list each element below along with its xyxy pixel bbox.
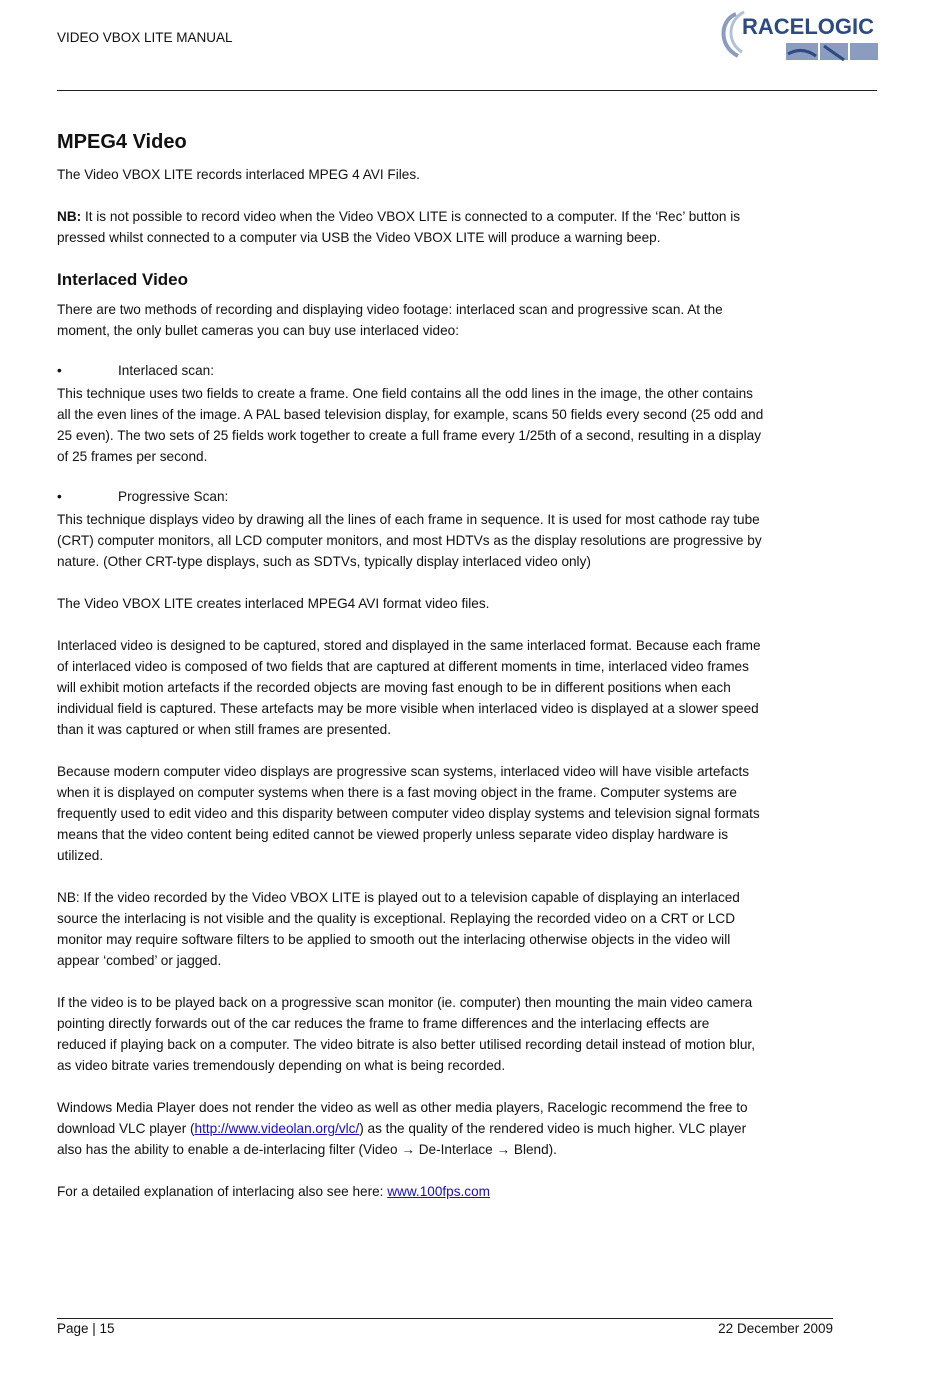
racelogic-logo	[716, 6, 880, 64]
header-rule	[57, 90, 877, 91]
heading-interlaced-video: Interlaced Video	[57, 270, 189, 289]
paragraph-vlc: Windows Media Player does not render the video as well as other media players, Racelogic recommend the free to download VLC player (http://www.videolan.org/vlc/) as the quality of the rendered video is much higher. VLC player also has the ability to enable a de-interlacing filter (Video → De-Interlace → Blend).	[57, 1100, 748, 1157]
paragraph-100fps: For a detailed explanation of interlacing also see here: www.100fps.com	[57, 1184, 490, 1199]
heading-mpeg4-video: MPEG4 Video	[57, 131, 187, 153]
footer-date: 22 December 2009	[718, 1321, 833, 1336]
paragraph: There are two methods of recording and displaying video footage: interlaced scan and progressive scan. At the moment, the only bullet cameras you can buy use interlaced video:	[57, 302, 723, 338]
paragraph: The Video VBOX LITE creates interlaced MPEG4 AVI format video files.	[57, 596, 490, 611]
paragraph: Interlaced video is designed to be captured, stored and displayed in the same interlaced format. Because each frame of interlaced video is composed of two fields that are captured at different moments in time, interlaced video frames will exhibit motion artefacts if the recorded objects are moving fast enough to be in different positions when each individual field is captured. These artefacts may be more visible when interlaced video is displayed at a slower speed than it was captured or when still frames are presented.	[57, 638, 761, 737]
paragraph: If the video is to be played back on a progressive scan monitor (ie. computer) then mounting the main video camera pointing directly forwards out of the car reduces the frame to frame differences and the interlacing effects are reduced if playing back on a computer. The video bitrate is also better utilised recording detail instead of motion blur, as video bitrate varies tremendously depending on what is being recorded.	[57, 995, 755, 1073]
paragraph: NB: If the video recorded by the Video VBOX LITE is played out to a television capable of displaying an interlaced source the interlacing is not visible and the quality is exceptional. Replaying the recorded video on a CRT or LCD monitor may require software filters to be applied to smooth out the interlacing otherwise objects in the video will appear ‘combed’ or jagged.	[57, 890, 740, 968]
bullet-progressive-scan: • Progressive Scan:	[57, 489, 229, 504]
page-number: Page | 15	[57, 1321, 115, 1336]
100fps-link[interactable]: www.100fps.com	[387, 1184, 490, 1199]
bullet-interlaced-scan: • Interlaced scan:	[57, 363, 214, 378]
intro-text: The Video VBOX LITE records interlaced MPEG 4 AVI Files.	[57, 167, 420, 182]
footer-rule	[57, 1318, 833, 1319]
nb-note: NB: It is not possible to record video when the Video VBOX LITE is connected to a computer. If the ‘Rec’ button is pressed whilst connected to a computer via USB the Video VBOX LITE will produce a warning beep.	[57, 209, 741, 245]
paragraph: This technique uses two fields to create a frame. One field contains all the odd lines in the image, the other contains all the even lines of the image. A PAL based television display, for example, scans 50 fields every second (25 odd and 25 even). The two sets of 25 fields work together to create a full frame every 1/25th of a second, resulting in a display of 25 frames per second.	[57, 386, 764, 464]
vlc-link[interactable]: http://www.videolan.org/vlc/	[194, 1121, 360, 1136]
paragraph: This technique displays video by drawing all the lines of each frame in sequence. It is used for most cathode ray tube (CRT) computer monitors, all LCD computer monitors, and most HDTVs as the display resolutions are progressive by nature. (Other CRT-type displays, such as SDTVs, typically display interlaced video only)	[57, 512, 762, 569]
header-title: VIDEO VBOX LITE MANUAL	[57, 30, 233, 45]
paragraph: Because modern computer video displays are progressive scan systems, interlaced video will have visible artefacts when it is displayed on computer systems when there is a fast moving object in the frame. Computer systems are frequently used to edit video and this disparity between computer video display systems and television signal formats means that the video content being edited cannot be viewed properly unless separate video display hardware is utilized.	[57, 764, 760, 863]
svg-text:RACELOGIC: RACELOGIC	[742, 14, 874, 39]
